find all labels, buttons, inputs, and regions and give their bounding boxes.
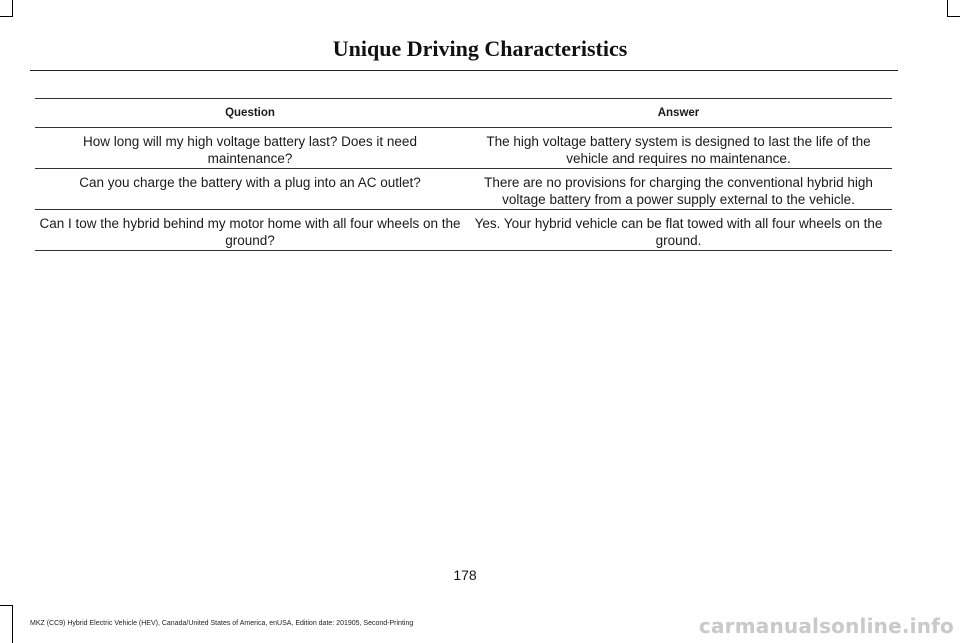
crop-mark-top-left-v <box>12 0 13 16</box>
edition-footer: MKZ (CC9) Hybrid Electric Vehicle (HEV), Canada/United States of America, enUSA, Edition date: 201905, Second-Printing <box>30 620 414 627</box>
table-header-row <box>35 99 892 128</box>
table-row <box>35 128 892 169</box>
question-cell: Can you charge the battery with a plug into an AC outlet? <box>35 169 465 210</box>
crop-mark-top-right-v <box>947 0 948 16</box>
answer-cell: The high voltage battery system is designed to last the life of the vehicle and requires no maintenance. <box>465 128 892 169</box>
answer-cell: Yes. Your hybrid vehicle can be flat towed with all four wheels on the ground. <box>465 210 892 251</box>
column-header-question: Question <box>35 99 465 128</box>
crop-mark-top-left-h <box>0 16 13 17</box>
crop-mark-bottom-left-v <box>12 605 13 643</box>
watermark: carmanualsonline.info <box>698 614 954 638</box>
page-number: 178 <box>453 567 477 583</box>
header-divider <box>30 70 898 71</box>
table-row <box>35 210 892 251</box>
question-cell: Can I tow the hybrid behind my motor home with all four wheels on the ground? <box>35 210 465 251</box>
page-title: Unique Driving Characteristics <box>332 36 628 61</box>
column-header-answer: Answer <box>465 99 892 128</box>
crop-mark-top-right-h <box>947 16 960 17</box>
answer-cell: There are no provisions for charging the conventional hybrid high voltage battery from a power supply external to the vehicle. <box>465 169 892 210</box>
question-cell: How long will my high voltage battery last? Does it need maintenance? <box>35 128 465 169</box>
table-row <box>35 169 892 210</box>
qa-table <box>35 98 892 251</box>
crop-mark-bottom-left-h <box>0 605 13 606</box>
